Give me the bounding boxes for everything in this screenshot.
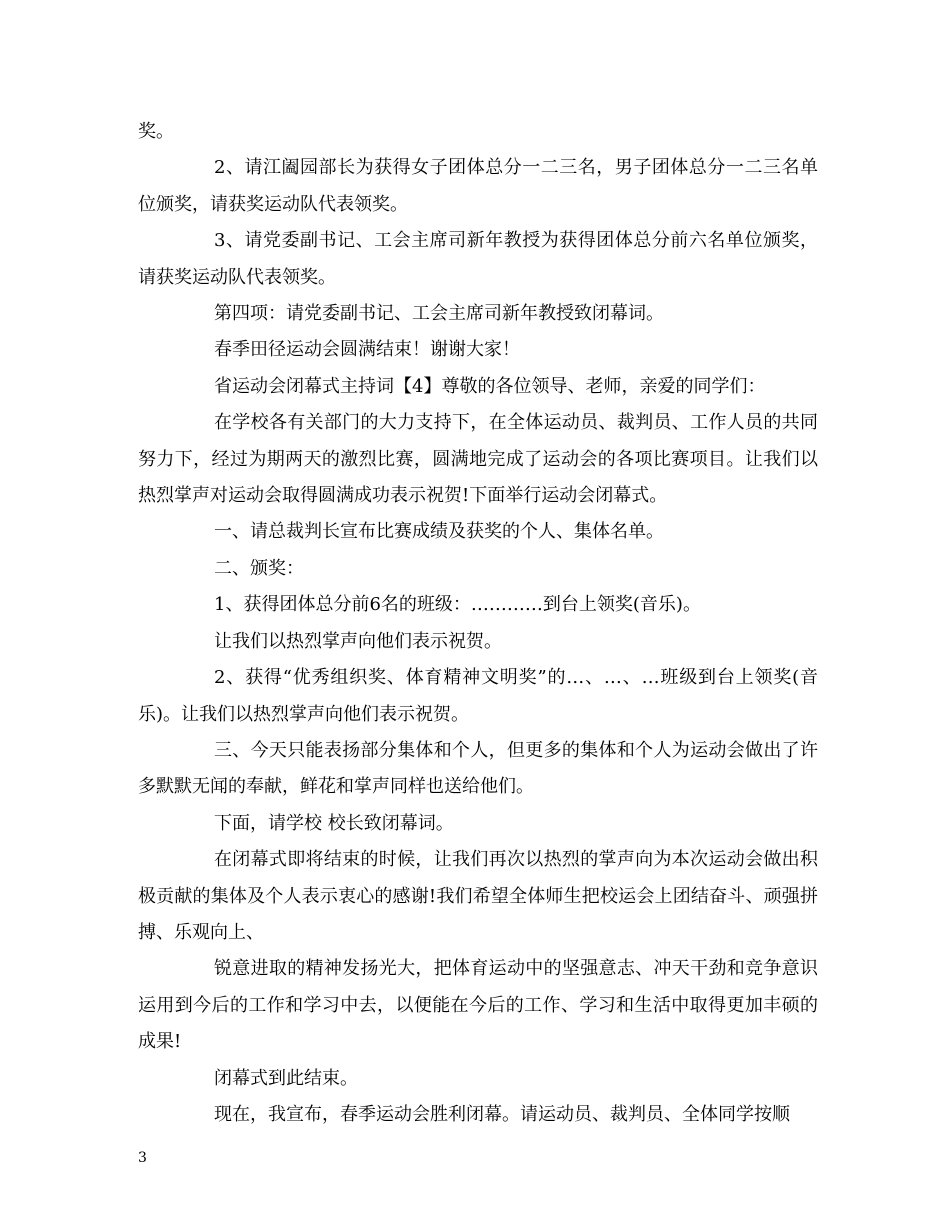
paragraph: 闭幕式到此结束。 — [214, 1067, 358, 1089]
paragraph: 一、请总裁判长宣布比赛成绩及获奖的个人、集体名单。 — [214, 521, 664, 543]
document-body — [138, 114, 818, 1133]
paragraph: 锐意进取的精神发扬光大，把体育运动中的坚强意志、冲天干劲和竞争意识运用到今后的工作和学习中去，以便能在今后的工作、学习和生活中取得更加丰硕的成果! — [138, 958, 818, 1053]
paragraph: 1、获得团体总分前6名的班级：…………到台上领奖(音乐)。 — [214, 594, 701, 616]
paragraph: 让我们以热烈掌声向他们表示祝贺。 — [214, 630, 502, 652]
paragraph: 奖。 — [138, 121, 174, 142]
paragraph: 3、请党委副书记、工会主席司新年教授为获得团体总分前六名单位颁奖，请获奖运动队代表领奖。 — [138, 230, 818, 288]
paragraph: 第四项：请党委副书记、工会主席司新年教授致闭幕词。 — [214, 303, 664, 325]
paragraph: 下面，请学校 校长致闭幕词。 — [214, 812, 454, 834]
paragraph: 在闭幕式即将结束的时候，让我们再次以热烈的掌声向为本次运动会做出积极贡献的集体及个人表示衷心的感谢!我们希望全体师生把校运会上团结奋斗、顽强拼搏、乐观向上、 — [138, 849, 818, 943]
paragraph: 省运动会闭幕式主持词【4】尊敬的各位领导、老师，亲爱的同学们： — [214, 375, 766, 397]
paragraph: 三、今天只能表扬部分集体和个人，但更多的集体和个人为运动会做出了许多默默无闻的奉献，鲜花和掌声同样也送给他们。 — [138, 739, 818, 798]
page-number: 3 — [138, 1150, 147, 1166]
paragraph: 现在，我宣布，春季运动会胜利闭幕。请运动员、裁判员、全体同学按顺 — [214, 1103, 790, 1125]
paragraph: 在学校各有关部门的大力支持下，在全体运动员、裁判员、工作人员的共同努力下，经过为期两天的激烈比赛，圆满地完成了运动会的各项比赛项目。让我们以热烈掌声对运动会取得圆满成功表示祝贺!下面举行运动会闭幕式。 — [138, 412, 818, 507]
paragraph: 2、请江阖园部长为获得女子团体总分一二三名，男子团体总分一二三名单位颁奖，请获奖运动队代表领奖。 — [138, 157, 818, 215]
paragraph: 春季田径运动会圆满结束！谢谢大家！ — [214, 339, 520, 361]
paragraph: 二、颁奖： — [214, 557, 304, 579]
paragraph: 2、获得“优秀组织奖、体育精神文明奖”的…、…、…班级到台上领奖(音乐)。让我们以热烈掌声向他们表示祝贺。 — [138, 667, 818, 725]
